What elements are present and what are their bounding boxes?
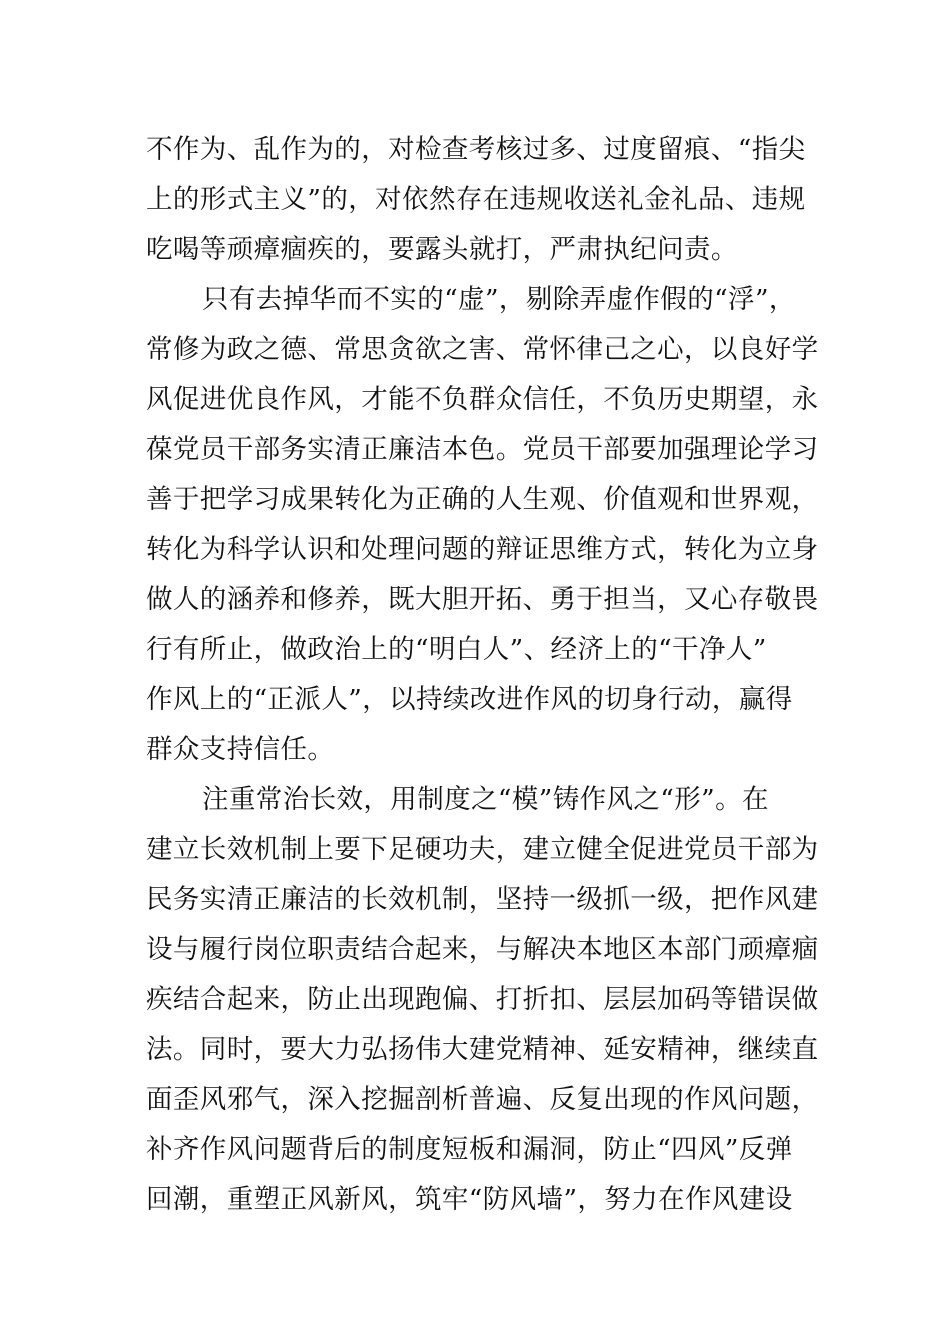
paragraph-line: 民务实清正廉洁的长效机制，坚持一级抓一级，把作风建 [146,884,819,915]
paragraph-line: 葆党员干部务实清正廉洁本色。党员干部要加强理论学习 [146,434,819,465]
paragraph-line: 疾结合起来，防止出现跑偏、打折扣、层层加码等错误做 [146,984,819,1015]
paragraph-line: 设与履行岗位职责结合起来，与解决本地区本部门顽瘴痼 [146,934,819,965]
paragraph-line: 转化为科学认识和处理问题的辩证思维方式，转化为立身 [146,534,819,565]
paragraph-line: 上的形式主义”的，对依然存在违规收送礼金礼品、违规 [146,184,806,215]
paragraph-line: 吃喝等顽瘴痼疾的，要露头就打，严肃执纪问责。 [146,234,738,265]
paragraph-line: 不作为、乱作为的，对检查考核过多、过度留痕、“指尖 [146,134,806,165]
paragraph-line: 补齐作风问题背后的制度短板和漏洞，防止“四风”反弹 [146,1134,793,1165]
paragraph-line: 善于把学习成果转化为正确的人生观、价值观和世界观， [146,484,819,515]
paragraph-first-line: 只有去掉华而不实的“虚”，剔除弄虚作假的“浮”， [202,284,796,315]
paragraph-line: 常修为政之德、常思贪欲之害、常怀律己之心，以良好学 [146,334,819,365]
paragraph-line: 面歪风邪气，深入挖掘剖析普遍、反复出现的作风问题， [146,1084,819,1115]
paragraph-line: 风促进优良作风，才能不负群众信任，不负历史期望，永 [146,384,819,415]
paragraph-line: 建立长效机制上要下足硬功夫，建立健全促进党员干部为 [146,834,819,865]
paragraph-line: 做人的涵养和修养，既大胆开拓、勇于担当，又心存敬畏 [146,584,819,615]
paragraph-line: 群众支持信任。 [146,734,335,765]
paragraph-line: 行有所止，做政治上的“明白人”、经济上的“干净人” [146,634,767,665]
paragraph-first-line: 注重常治长效，用制度之“模”铸作风之“形”。在 [202,784,769,815]
paragraph-line: 作风上的“正派人”，以持续改进作风的切身行动，赢得 [146,684,793,715]
paragraph-line: 法。同时，要大力弘扬伟大建党精神、延安精神，继续直 [146,1034,819,1065]
paragraph-line: 回潮，重塑正风新风，筑牢“防风墙”，努力在作风建设 [146,1184,793,1215]
